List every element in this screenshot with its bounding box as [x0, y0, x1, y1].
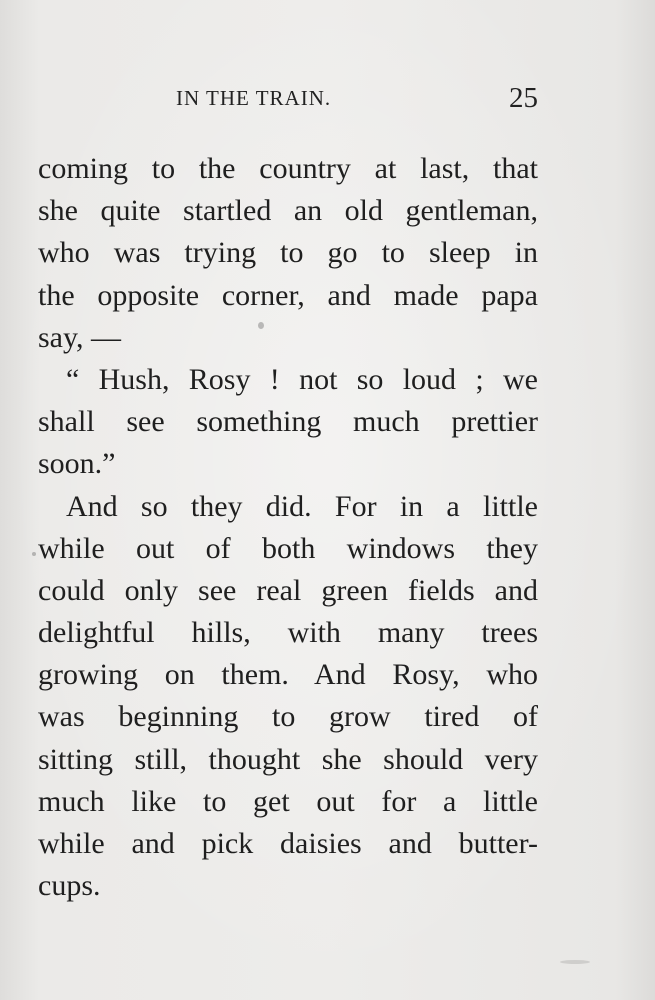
text-line: while out of both windows they — [38, 531, 538, 565]
text-line: much like to get out for a little — [38, 784, 538, 818]
text-line: who was trying to go to sleep in — [38, 236, 538, 270]
paper-smudge — [560, 960, 590, 964]
text-line: the opposite corner, and made papa — [38, 278, 538, 312]
text-line: “ Hush, Rosy ! not so loud ; we — [66, 362, 538, 396]
text-line: soon.” — [38, 447, 116, 481]
text-line: growing on them. And Rosy, who — [38, 658, 538, 692]
text-line: while and pick daisies and butter- — [38, 827, 538, 860]
running-title: IN THE TRAIN. — [176, 86, 332, 110]
text-line: could only see real green fields and — [38, 573, 538, 607]
text-line: delightful hills, with many trees — [38, 616, 538, 650]
text-line: shall see something much prettier — [38, 405, 538, 439]
text-line: was beginning to grow tired of — [38, 700, 538, 734]
page-number: 25 — [509, 82, 538, 114]
text-line: say, — — [38, 320, 122, 354]
running-head — [38, 82, 538, 116]
paper-speck — [258, 322, 264, 329]
text-line: cups. — [38, 869, 101, 903]
text-line: she quite startled an old gentleman, — [38, 194, 538, 228]
paper-speck — [32, 552, 36, 556]
text-line: coming to the country at last, that — [38, 152, 538, 185]
text-line: And so they did. For in a little — [66, 489, 538, 523]
body-text — [38, 148, 538, 907]
text-line: sitting still, thought she should very — [38, 742, 538, 776]
